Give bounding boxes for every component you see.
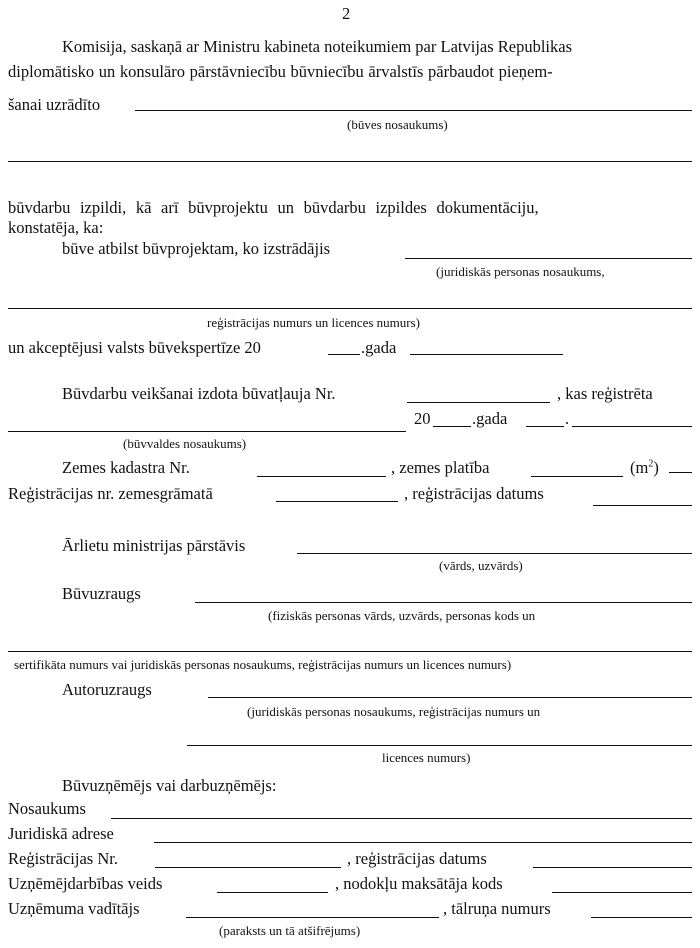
nodoklu-kods-label: , nodokļu maksātāja kods	[335, 874, 503, 893]
buvatlauja-month-field[interactable]	[572, 426, 692, 427]
body-line-2: konstatēja, ka:	[8, 218, 104, 237]
zemesgramata-datums-field[interactable]	[593, 505, 692, 506]
akcepts-label: un akceptējusi valsts būvekspertīze 20	[8, 338, 261, 357]
caption-fiz-personas: (fiziskās personas vārds, uzvārds, personas kods un	[268, 608, 536, 623]
caption-paraksts: (paraksts un tā atšifrējums)	[219, 923, 361, 938]
body-line-3: būve atbilst būvprojektam, ko izstrādājis	[62, 239, 331, 258]
adrese-field[interactable]	[154, 842, 692, 843]
caption-autoruzr-2: licences numurs)	[382, 750, 471, 765]
buvatlauja-label: Būvdarbu veikšanai izdota būvatļauja Nr.	[62, 384, 336, 403]
kadastrs-label: Zemes kadastra Nr.	[62, 458, 190, 477]
reg-datums-field[interactable]	[533, 867, 692, 868]
ministrija-label: Ārlietu ministrijas pārstāvis	[62, 536, 246, 555]
intro-line-2: diplomātisko un konsulāro pārstāvniecību būvniecību ārvalstīs pārbaudot pieņem-	[8, 62, 553, 81]
buves-nosaukums-field-2[interactable]	[8, 161, 692, 162]
buvatlauja-nr-field[interactable]	[407, 402, 550, 403]
talrunis-label: , tālruņa numurs	[443, 899, 551, 918]
autoruzraugs-field[interactable]	[208, 697, 692, 698]
kadastrs-field[interactable]	[257, 476, 386, 477]
izstradajis-field[interactable]	[405, 258, 692, 259]
izstradajis-field-2[interactable]	[8, 308, 692, 309]
nosaukums-field[interactable]	[111, 818, 692, 819]
ministrija-field[interactable]	[297, 553, 692, 554]
akcepts-year-field[interactable]	[328, 354, 360, 355]
akcepts-gada: .gada	[361, 338, 397, 357]
akcepts-date-field[interactable]	[410, 354, 563, 355]
caption-jur-personas-1: (juridiskās personas nosaukums,	[436, 264, 605, 279]
reg-nr-label: Reģistrācijas Nr.	[8, 849, 118, 868]
zemesgramata-datums-label: , reģistrācijas datums	[404, 484, 544, 503]
platiba-field[interactable]	[531, 476, 623, 477]
talrunis-field[interactable]	[591, 917, 692, 918]
buvatlauja-20: 20	[414, 409, 431, 428]
caption-jur-personas-2: reģistrācijas numurs un licences numurs)	[207, 315, 420, 330]
vaditajs-field[interactable]	[186, 917, 439, 918]
platiba-unit-line	[669, 472, 692, 473]
buvatlauja-gada: .gada	[472, 409, 508, 428]
caption-buvvalde: (būvvaldes nosaukums)	[123, 436, 247, 451]
body-line-1: būvdarbu izpildi, kā arī būvprojektu un būvdarbu izpildes dokumentāciju,	[8, 198, 539, 217]
buvatlauja-dot: .	[565, 409, 570, 428]
caption-buves-nosaukums: (būves nosaukums)	[347, 117, 448, 132]
autoruzraugs-field-2[interactable]	[187, 745, 692, 746]
buves-nosaukums-field[interactable]	[135, 110, 692, 111]
darbibas-veids-label: Uzņēmējdarbības veids	[8, 874, 163, 893]
buvvalde-field[interactable]	[8, 431, 406, 432]
buvuzraugs-field-2[interactable]	[8, 651, 692, 652]
buvatlauja-registreta: , kas reģistrēta	[557, 384, 653, 403]
reg-datums-label: , reģistrācijas datums	[347, 849, 487, 868]
page-number: 2	[342, 4, 351, 23]
platiba-label: , zemes platība	[391, 458, 490, 477]
buvatlauja-year-field[interactable]	[433, 426, 471, 427]
autoruzraugs-label: Autoruzraugs	[62, 680, 152, 699]
platiba-unit: $(m^2)$	[630, 458, 659, 477]
darbibas-veids-field[interactable]	[217, 892, 328, 893]
contractor-heading: Būvuzņēmējs vai darbuzņēmējs:	[62, 776, 277, 795]
buvatlauja-day-field[interactable]	[526, 426, 564, 427]
intro-line-3: šanai uzrādīto	[8, 95, 101, 114]
adrese-label: Juridiskā adrese	[8, 824, 114, 843]
buvuzraugs-label: Būvuzraugs	[62, 584, 141, 603]
zemesgramata-field[interactable]	[276, 501, 398, 502]
caption-vards-uzvards: (vārds, uzvārds)	[439, 558, 523, 573]
intro-line-1: Komisija, saskaņā ar Ministru kabineta noteikumiem par Latvijas Republikas	[62, 37, 573, 56]
zemesgramata-label: Reģistrācijas nr. zemesgrāmatā	[8, 484, 213, 503]
nodoklu-kods-field[interactable]	[552, 892, 692, 893]
buvuzraugs-field[interactable]	[195, 602, 692, 603]
nosaukums-label: Nosaukums	[8, 799, 86, 818]
vaditajs-label: Uzņēmuma vadītājs	[8, 899, 140, 918]
caption-autoruzr-1: (juridiskās personas nosaukums, reģistrācijas numurs un	[247, 704, 541, 719]
reg-nr-field[interactable]	[155, 867, 341, 868]
caption-sertifikata: sertifikāta numurs vai juridiskās personas nosaukums, reģistrācijas numurs un licences numurs)	[14, 657, 512, 672]
